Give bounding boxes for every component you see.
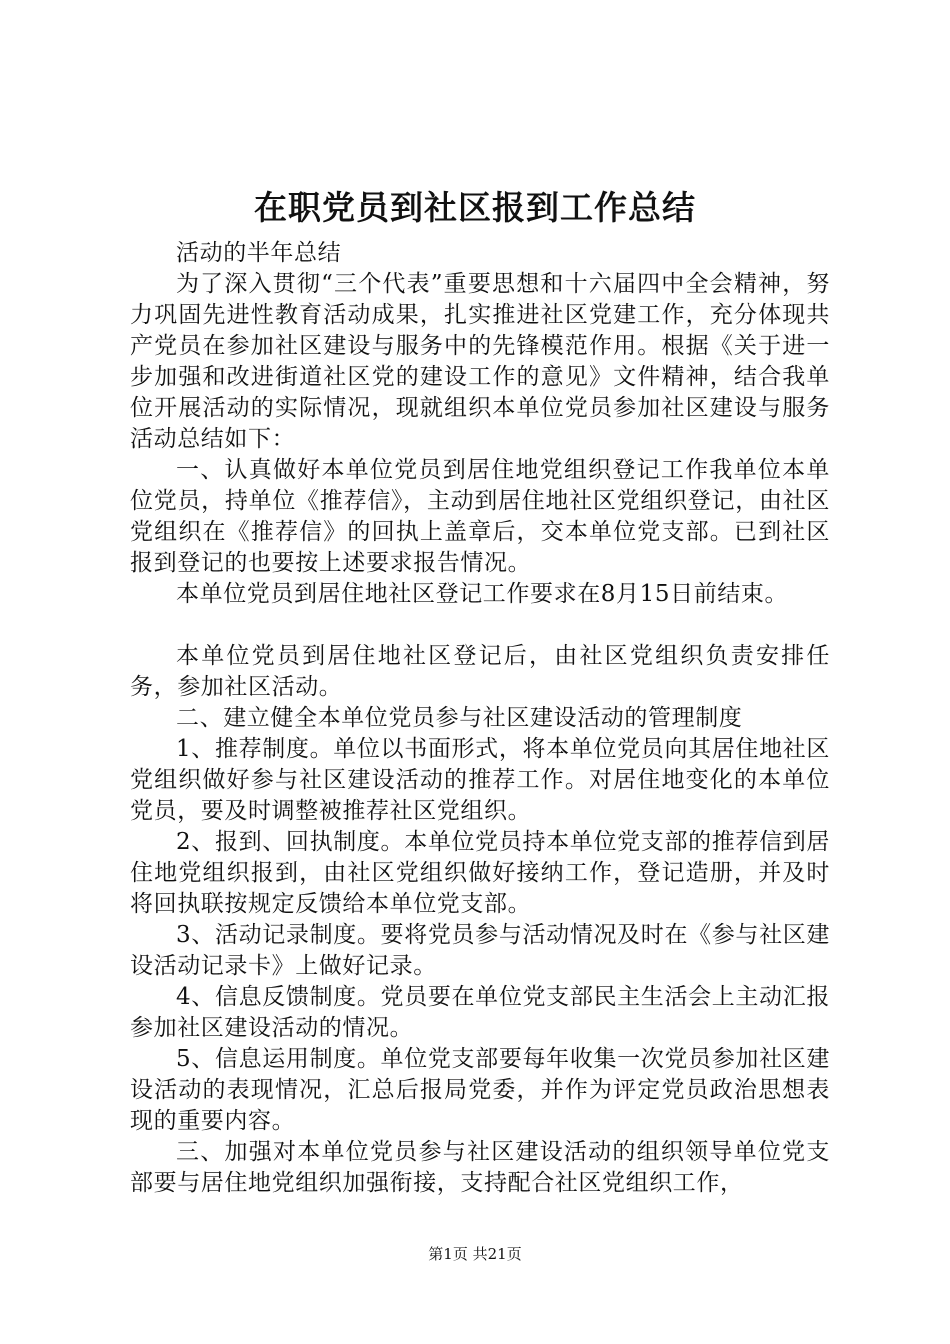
paragraph-deadline: 本单位党员到居住地社区登记工作要求在8月15日前结束。: [176, 581, 789, 607]
page-footer: 第1页 共21页: [428, 1245, 522, 1263]
paragraph-item-1: 1、推荐制度。单位以书面形式，将本单位党员向其居住地社区党组织做好参与社区建设活动的推荐工作。对居住地变化的本单位党员，要及时调整被推荐社区党组织。: [130, 736, 830, 824]
paragraph-registration: 本单位党员到居住地社区登记后，由社区党组织负责安排任务，参加社区活动。: [130, 643, 830, 700]
paragraph-section-1: 一、认真做好本单位党员到居住地党组织登记工作我单位本单位党员，持单位《推荐信》，主动到居住地社区党组织登记，由社区党组织在《推荐信》的回执上盖章后，交本单位党支部。已到社区报到登记的也要按上述要求报告情况。: [130, 457, 830, 576]
paragraph-item-5: 5、信息运用制度。单位党支部要每年收集一次党员参加社区建设活动的表现情况，汇总后报局党委，并作为评定党员政治思想表现的重要内容。: [130, 1046, 830, 1134]
paragraph-item-2: 2、报到、回执制度。本单位党员持本单位党支部的推荐信到居住地党组织报到，由社区党组织做好接纳工作，登记造册，并及时将回执联按规定反馈给本单位党支部。: [130, 829, 830, 917]
paragraph-intro: 为了深入贯彻“三个代表”重要思想和十六届四中全会精神，努力巩固先进性教育活动成果，扎实推进社区党建工作，充分体现共产党员在参加社区建设与服务中的先锋模范作用。根据《关于进一步加强和改进街道社区党的建设工作的意见》文件精神，结合我单位开展活动的实际情况，现就组织本单位党员参加社区建设与服务活动总结如下：: [130, 271, 830, 452]
document-body: [130, 238, 830, 1199]
paragraph-item-4: 4、信息反馈制度。党员要在单位党支部民主生活会上主动汇报参加社区建设活动的情况。: [130, 984, 830, 1041]
paragraph-item-3: 3、活动记录制度。要将党员参与活动情况及时在《参与社区建设活动记录卡》上做好记录。: [130, 922, 830, 979]
paragraph-section-3: 三、加强对本单位党员参与社区建设活动的组织领导单位党支部要与居住地党组织加强衔接，支持配合社区党组织工作，: [130, 1139, 830, 1196]
paragraph-section-2: 二、建立健全本单位党员参与社区建设活动的管理制度: [176, 705, 743, 731]
document-title: 在职党员到社区报到工作总结: [254, 188, 696, 227]
paragraph-subtitle: 活动的半年总结: [176, 240, 342, 266]
